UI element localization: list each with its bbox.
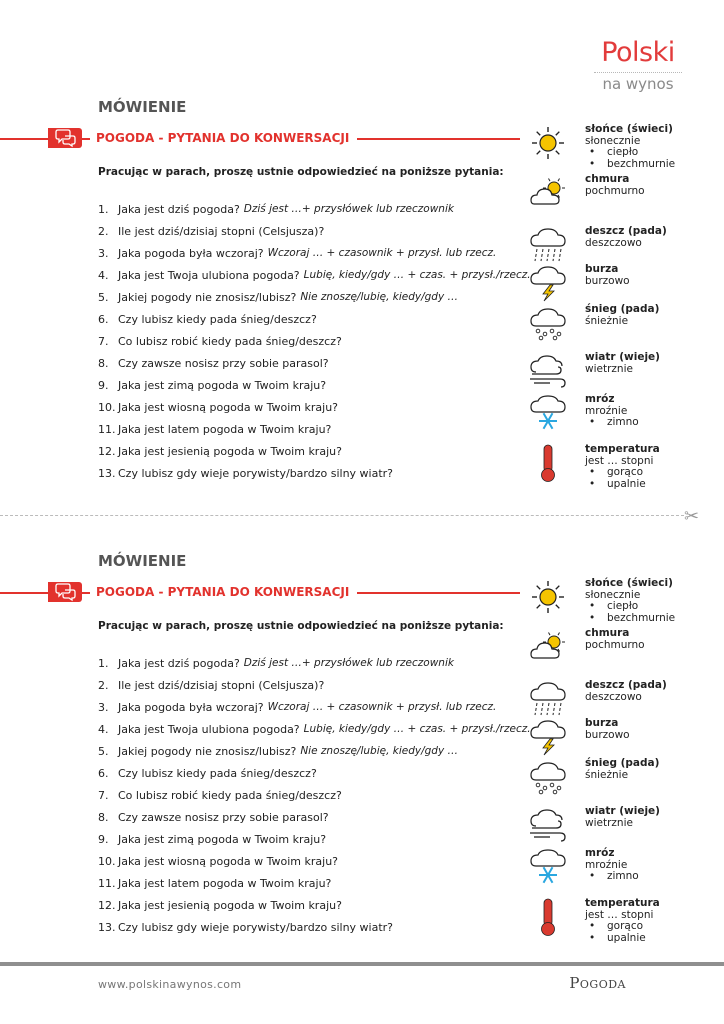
- question-item: [98, 378, 531, 400]
- question-text: Jaka jest latem pogoda w Twoim kraju?: [118, 423, 332, 436]
- question-text: Czy lubisz gdy wieje porywisty/bardzo silny wiatr?: [118, 921, 394, 934]
- frost-icon: [528, 848, 568, 886]
- question-item: [98, 268, 531, 290]
- weather-bullet-text: ciepło: [607, 600, 639, 612]
- weather-text: [585, 848, 639, 883]
- weather-line: wietrznie: [585, 362, 633, 375]
- bullet-dot: •: [589, 611, 596, 624]
- question-text: Jaka jest dziś pogoda?: [118, 203, 240, 216]
- logo-divider: [594, 72, 682, 73]
- cloud-sun-icon: [528, 628, 568, 666]
- bullet-dot: •: [589, 416, 596, 428]
- bullet-dot: •: [589, 477, 596, 490]
- footer: [0, 962, 724, 1024]
- weather-title: wiatr (wieje): [585, 805, 660, 817]
- question-number: 8.: [98, 357, 109, 370]
- weather-title: chmura: [585, 173, 630, 185]
- bullet-dot: •: [589, 931, 596, 944]
- question-item: [98, 356, 531, 378]
- question-text: Jaka jest Twoja ulubiona pogoda?: [118, 723, 300, 736]
- answer-hint: Dziś jest …+ przysłówek lub rzeczownik: [243, 657, 454, 669]
- weather-title: burza: [585, 717, 619, 729]
- answer-hint: Wczoraj … + czasownik + przysł. lub rzecz.: [267, 247, 497, 259]
- weather-line: pochmurno: [585, 184, 645, 197]
- question-number: 4.: [98, 723, 109, 736]
- footer-topic: Pogoda: [569, 974, 626, 992]
- weather-line: słonecznie: [585, 134, 641, 147]
- weather-title: śnieg (pada): [585, 303, 660, 315]
- question-number: 12.: [98, 445, 116, 458]
- question-item: [98, 766, 531, 788]
- footer-url: www.polskinawynos.com: [98, 978, 242, 991]
- frost-icon: [528, 394, 568, 432]
- question-item: [98, 810, 531, 832]
- weather-line: burzowo: [585, 274, 630, 287]
- question-item: [98, 400, 531, 422]
- question-number: 9.: [98, 833, 109, 846]
- question-item: [98, 854, 531, 876]
- weather-title: chmura: [585, 627, 630, 639]
- wind-icon: [528, 806, 568, 844]
- question-text: Czy zawsze nosisz przy sobie parasol?: [118, 811, 329, 824]
- sun-icon: [528, 124, 568, 162]
- question-number: 5.: [98, 291, 109, 304]
- answer-hint: Wczoraj … + czasownik + przysł. lub rzecz.: [267, 701, 497, 713]
- weather-text: [585, 758, 659, 781]
- question-number: 13.: [98, 921, 116, 934]
- wind-icon: [528, 352, 568, 390]
- weather-text: [585, 304, 659, 327]
- weather-title: śnieg (pada): [585, 757, 660, 769]
- cut-line: [0, 506, 724, 527]
- question-item: [98, 700, 531, 722]
- section-heading: MÓWIENIE: [98, 552, 187, 570]
- question-text: Ile jest dziś/dzisiaj stopni (Celsjusza)?: [118, 225, 325, 238]
- question-item: [98, 444, 531, 466]
- question-text: Jaka jest wiosną pogoda w Twoim kraju?: [118, 401, 339, 414]
- question-item: [98, 224, 531, 246]
- cloud-sun-icon: [528, 174, 568, 212]
- weather-text: [585, 628, 645, 651]
- question-item: [98, 920, 531, 942]
- bullet-dot: •: [589, 920, 596, 932]
- sun-icon: [528, 578, 568, 616]
- instruction-text: Pracując w parach, proszę ustnie odpowiedzieć na poniższe pytania:: [98, 620, 504, 632]
- weather-text: [585, 680, 667, 703]
- question-text: Jaka jest Twoja ulubiona pogoda?: [118, 269, 300, 282]
- weather-bullet-text: zimno: [607, 870, 639, 882]
- answer-hint: Lubię, kiedy/gdy … + czas. + przysł./rzecz.: [303, 723, 531, 735]
- question-number: 1.: [98, 203, 109, 216]
- question-number: 4.: [98, 269, 109, 282]
- title-bar: [0, 128, 520, 150]
- weather-line: pochmurno: [585, 638, 645, 651]
- weather-bullet: [585, 871, 639, 883]
- rain-icon: [528, 226, 568, 264]
- weather-bullet-text: bezchmurnie: [607, 611, 676, 624]
- weather-vocabulary: [528, 578, 718, 958]
- question-text: Jaka jest dziś pogoda?: [118, 657, 240, 670]
- weather-title: wiatr (wieje): [585, 351, 660, 363]
- weather-bullet-text: upalnie: [607, 931, 646, 944]
- question-number: 11.: [98, 877, 116, 890]
- instruction-text: Pracując w parach, proszę ustnie odpowiedzieć na poniższe pytania:: [98, 166, 504, 178]
- weather-title: słońce (świeci): [585, 577, 673, 589]
- question-item: [98, 656, 531, 678]
- question-text: Co lubisz robić kiedy pada śnieg/deszcz?: [118, 789, 342, 802]
- question-number: 7.: [98, 789, 109, 802]
- weather-text: [585, 578, 675, 624]
- question-item: [98, 422, 531, 444]
- weather-line: mroźnie: [585, 858, 628, 871]
- question-item: [98, 678, 531, 700]
- scissors-icon: ✂: [684, 506, 700, 527]
- weather-line: jest … stopni: [585, 454, 654, 467]
- weather-title: temperatura: [585, 443, 660, 455]
- logo: [592, 38, 684, 92]
- weather-line: deszczowo: [585, 690, 642, 703]
- weather-bullet: [585, 159, 675, 171]
- question-item: [98, 466, 531, 488]
- weather-bullet-text: ciepło: [607, 146, 639, 158]
- weather-title: mróz: [585, 847, 615, 859]
- question-item: [98, 832, 531, 854]
- title-bar: [0, 582, 520, 604]
- weather-bullet: [585, 613, 675, 625]
- question-item: [98, 246, 531, 268]
- question-number: 3.: [98, 247, 109, 260]
- weather-title: mróz: [585, 393, 615, 405]
- question-item: [98, 334, 531, 356]
- bullet-dot: •: [589, 600, 596, 612]
- weather-line: deszczowo: [585, 236, 642, 249]
- question-number: 2.: [98, 679, 109, 692]
- question-item: [98, 788, 531, 810]
- weather-text: [585, 352, 660, 375]
- question-number: 6.: [98, 313, 109, 326]
- snow-icon: [528, 758, 568, 796]
- weather-text: [585, 806, 660, 829]
- weather-line: śnieżnie: [585, 768, 629, 781]
- bullet-dot: •: [589, 466, 596, 478]
- question-text: Jaka jest zimą pogoda w Twoim kraju?: [118, 833, 327, 846]
- bullet-dot: •: [589, 157, 596, 170]
- question-number: 12.: [98, 899, 116, 912]
- answer-hint: Nie znoszę/lubię, kiedy/gdy …: [300, 745, 459, 757]
- weather-text: [585, 394, 639, 429]
- worksheet-section-bottom: [0, 552, 724, 962]
- weather-line: mroźnie: [585, 404, 628, 417]
- footer-rule: [0, 962, 724, 966]
- chat-bubble-icon: [48, 582, 82, 602]
- question-text: Czy lubisz kiedy pada śnieg/deszcz?: [118, 313, 317, 326]
- section-heading: MÓWIENIE: [98, 98, 187, 116]
- weather-bullet-text: gorąco: [607, 466, 644, 478]
- storm-icon: [528, 264, 568, 302]
- chat-bubble-icon: [48, 128, 82, 148]
- weather-text: [585, 174, 645, 197]
- logo-main-text: Polski: [601, 37, 675, 68]
- weather-bullet-text: bezchmurnie: [607, 157, 676, 170]
- weather-text: [585, 898, 660, 944]
- bullet-dot: •: [589, 870, 596, 882]
- logo-sub-text: na wynos: [602, 75, 674, 93]
- weather-bullet-text: upalnie: [607, 477, 646, 490]
- question-text: Jaka jest jesienią pogoda w Twoim kraju?: [118, 899, 342, 912]
- question-item: [98, 722, 531, 744]
- question-number: 8.: [98, 811, 109, 824]
- weather-line: śnieżnie: [585, 314, 629, 327]
- question-text: Co lubisz robić kiedy pada śnieg/deszcz?: [118, 335, 342, 348]
- question-text: Jakiej pogody nie znosisz/lubisz?: [118, 291, 297, 304]
- question-text: Jaka jest latem pogoda w Twoim kraju?: [118, 877, 332, 890]
- weather-line: burzowo: [585, 728, 630, 741]
- snow-icon: [528, 304, 568, 342]
- weather-line: wietrznie: [585, 816, 633, 829]
- question-item: [98, 312, 531, 334]
- weather-title: deszcz (pada): [585, 679, 667, 691]
- question-item: [98, 290, 531, 312]
- thermometer-icon: [528, 898, 568, 936]
- question-item: [98, 898, 531, 920]
- section-title: POGODA - PYTANIA DO KONWERSACJI: [90, 583, 357, 601]
- question-text: Jaka pogoda była wczoraj?: [118, 701, 264, 714]
- question-number: 1.: [98, 657, 109, 670]
- weather-text: [585, 718, 630, 741]
- dashed-divider: [0, 515, 684, 516]
- rain-icon: [528, 680, 568, 718]
- bullet-dot: •: [589, 146, 596, 158]
- question-text: Ile jest dziś/dzisiaj stopni (Celsjusza)?: [118, 679, 325, 692]
- question-number: 10.: [98, 855, 116, 868]
- question-text: Jakiej pogody nie znosisz/lubisz?: [118, 745, 297, 758]
- question-number: 3.: [98, 701, 109, 714]
- weather-line: słonecznie: [585, 588, 641, 601]
- weather-bullet-text: zimno: [607, 416, 639, 428]
- weather-text: [585, 226, 667, 249]
- question-list: [98, 656, 531, 942]
- weather-title: słońce (świeci): [585, 123, 673, 135]
- question-number: 9.: [98, 379, 109, 392]
- worksheet-section-top: [0, 98, 724, 508]
- weather-text: [585, 264, 630, 287]
- answer-hint: Nie znoszę/lubię, kiedy/gdy …: [300, 291, 459, 303]
- answer-hint: Dziś jest …+ przysłówek lub rzeczownik: [243, 203, 454, 215]
- question-item: [98, 744, 531, 766]
- answer-hint: Lubię, kiedy/gdy … + czas. + przysł./rzecz.: [303, 269, 531, 281]
- question-item: [98, 876, 531, 898]
- question-number: 2.: [98, 225, 109, 238]
- section-title: POGODA - PYTANIA DO KONWERSACJI: [90, 129, 357, 147]
- weather-line: jest … stopni: [585, 908, 654, 921]
- weather-bullet: [585, 933, 660, 945]
- question-item: [98, 202, 531, 224]
- question-number: 13.: [98, 467, 116, 480]
- question-text: Jaka pogoda była wczoraj?: [118, 247, 264, 260]
- weather-title: burza: [585, 263, 619, 275]
- question-number: 7.: [98, 335, 109, 348]
- thermometer-icon: [528, 444, 568, 482]
- weather-text: [585, 124, 675, 170]
- weather-title: temperatura: [585, 897, 660, 909]
- weather-title: deszcz (pada): [585, 225, 667, 237]
- question-list: [98, 202, 531, 488]
- question-text: Jaka jest zimą pogoda w Twoim kraju?: [118, 379, 327, 392]
- weather-vocabulary: [528, 124, 718, 504]
- weather-bullet: [585, 479, 660, 491]
- question-text: Jaka jest wiosną pogoda w Twoim kraju?: [118, 855, 339, 868]
- question-text: Czy lubisz gdy wieje porywisty/bardzo silny wiatr?: [118, 467, 394, 480]
- question-number: 11.: [98, 423, 116, 436]
- storm-icon: [528, 718, 568, 756]
- question-text: Czy zawsze nosisz przy sobie parasol?: [118, 357, 329, 370]
- question-number: 6.: [98, 767, 109, 780]
- weather-text: [585, 444, 660, 490]
- question-text: Jaka jest jesienią pogoda w Twoim kraju?: [118, 445, 342, 458]
- weather-bullet-text: gorąco: [607, 920, 644, 932]
- question-text: Czy lubisz kiedy pada śnieg/deszcz?: [118, 767, 317, 780]
- question-number: 10.: [98, 401, 116, 414]
- question-number: 5.: [98, 745, 109, 758]
- weather-bullet: [585, 417, 639, 429]
